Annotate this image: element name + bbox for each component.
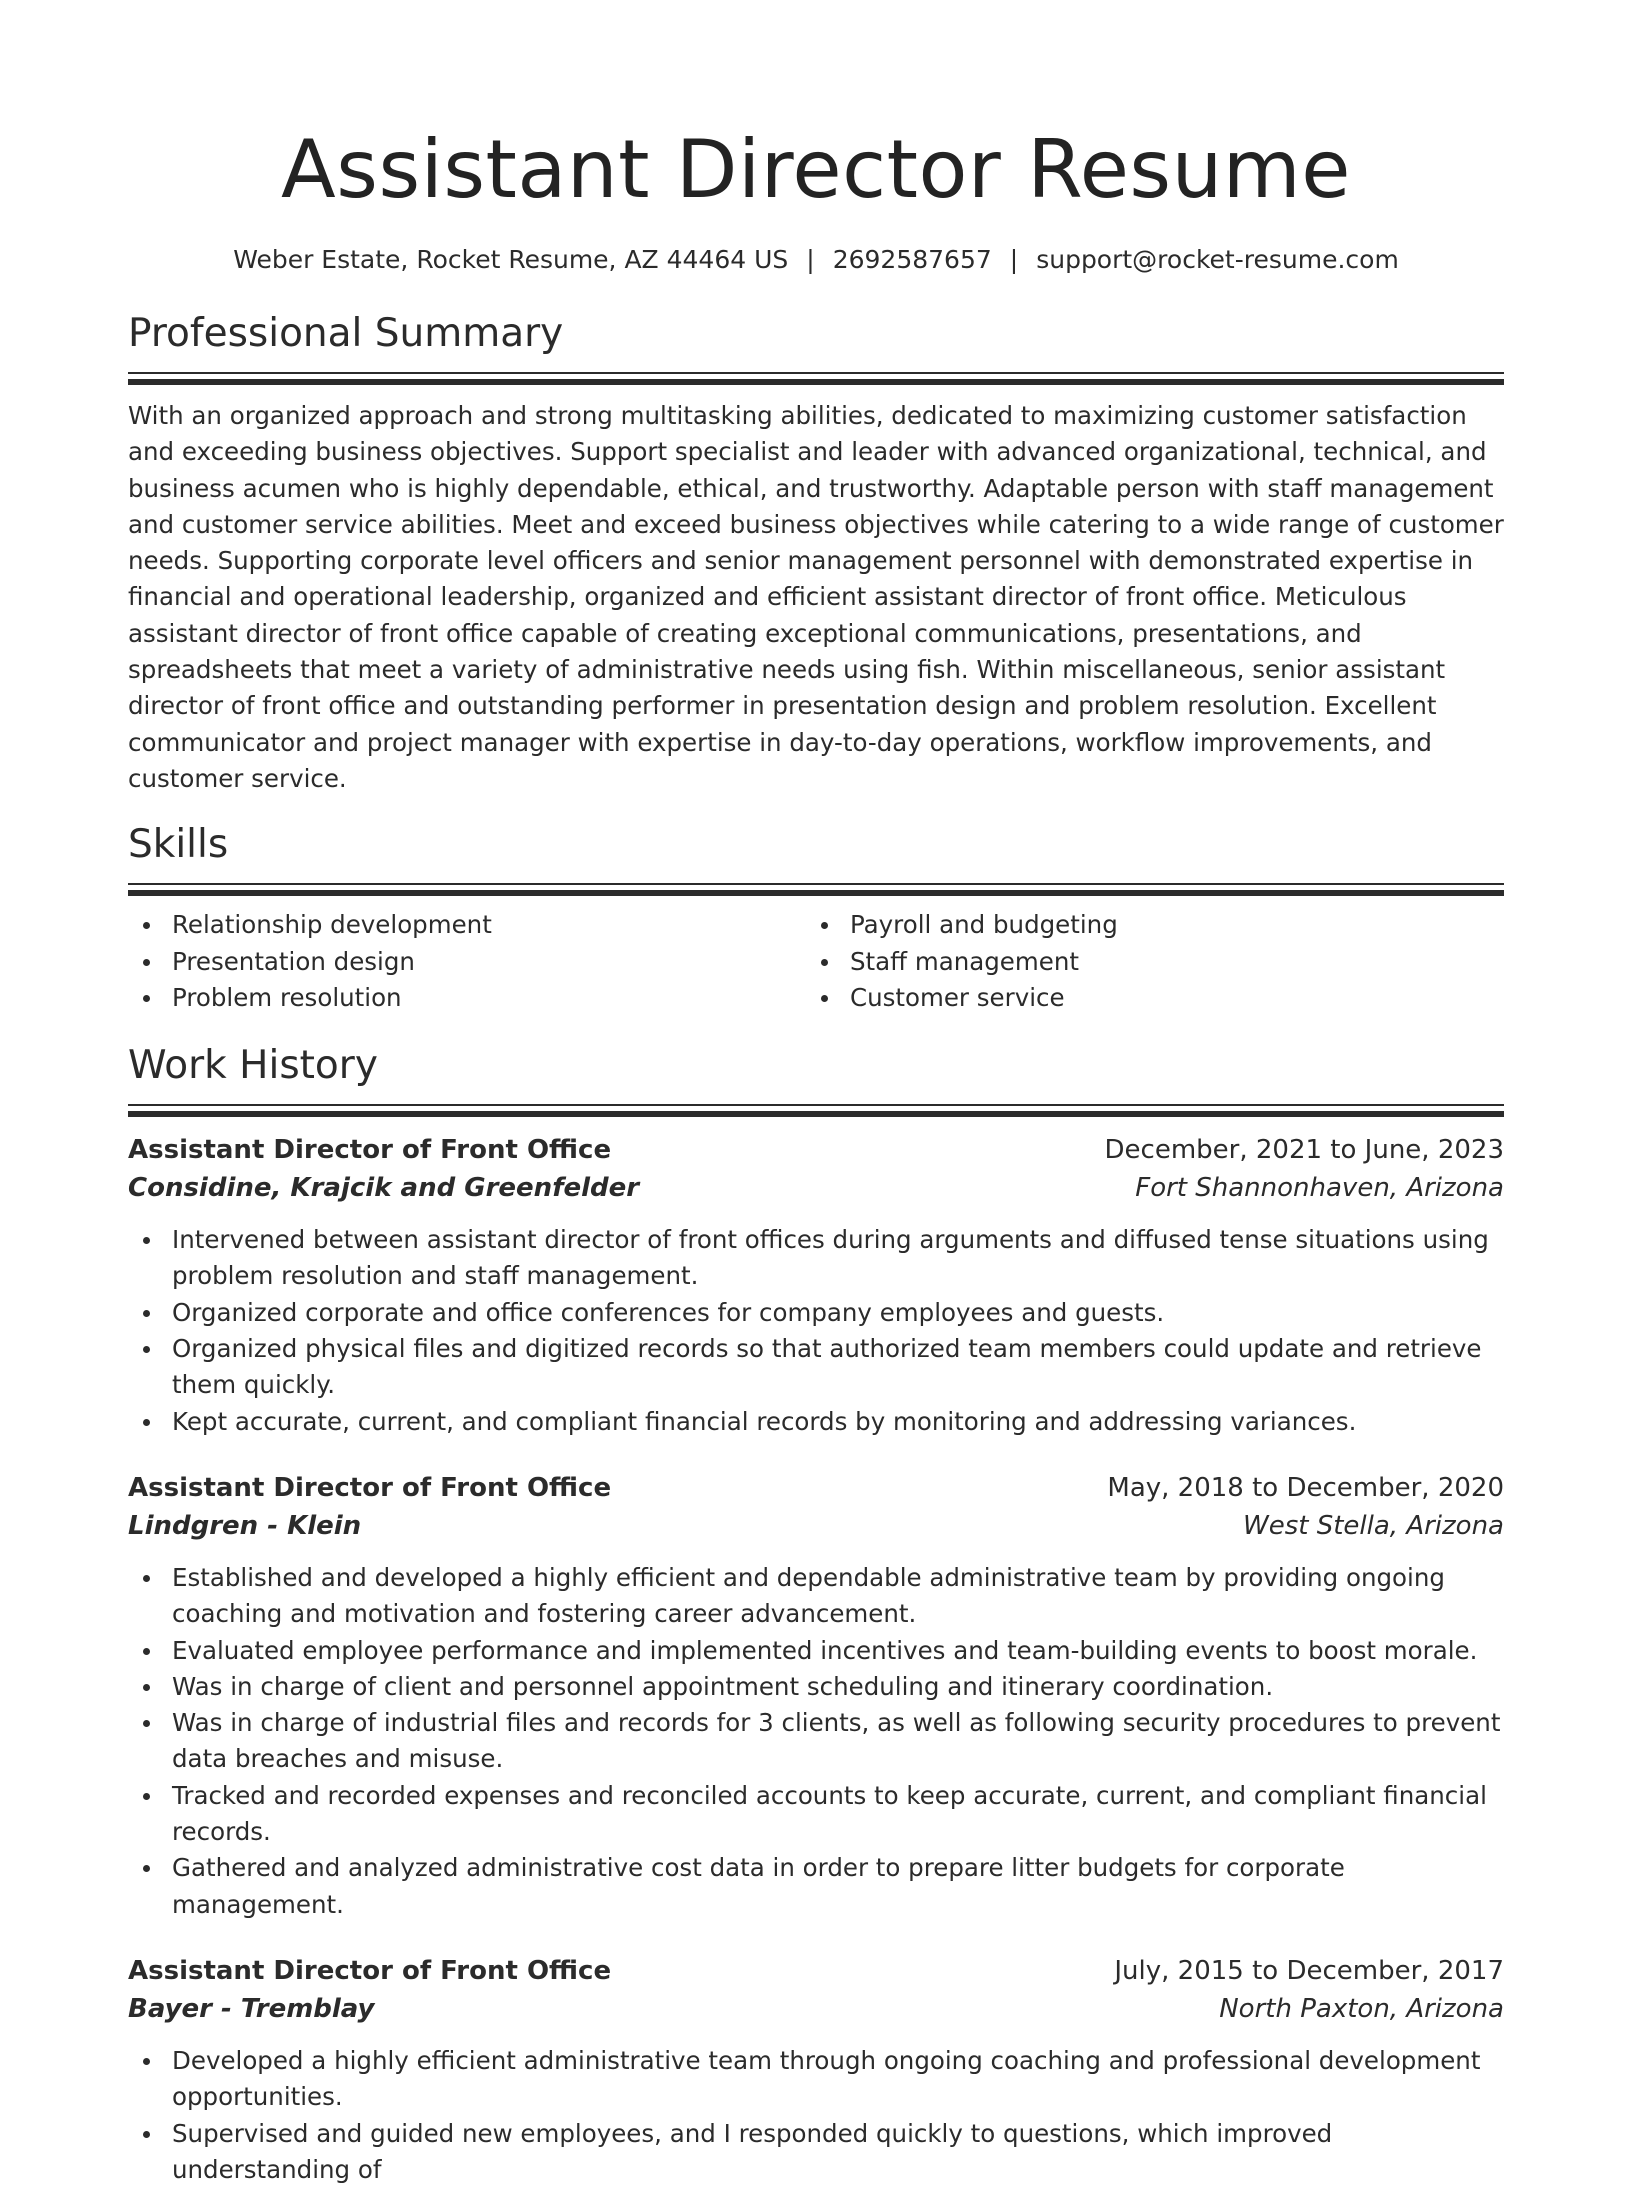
skill-item: Presentation design — [128, 944, 806, 980]
contact-line — [128, 244, 1504, 276]
job-bullet: Kept accurate, current, and compliant financial records by monitoring and addressing variances. — [128, 1404, 1504, 1440]
summary-section — [128, 310, 1504, 797]
job-entry — [128, 1132, 1504, 1440]
job-company: Bayer - Tremblay — [128, 1991, 375, 2027]
job-dates: December, 2021 to June, 2023 — [1105, 1132, 1504, 1168]
job-dates: July, 2015 to December, 2017 — [1114, 1953, 1504, 1989]
job-bullets — [128, 1222, 1504, 1440]
job-bullet: Supervised and guided new employees, and I responded quickly to questions, which improved understanding of — [128, 2116, 1504, 2188]
contact-separator: | — [1010, 244, 1018, 276]
job-bullet: Was in charge of industrial files and records for 3 clients, as well as following security procedures to prevent data breaches and misuse. — [128, 1705, 1504, 1778]
skills-left-column — [128, 907, 806, 1016]
contact-separator: | — [806, 244, 814, 276]
skills-right-column — [806, 907, 1484, 1016]
job-title: Assistant Director of Front Office — [128, 1132, 611, 1168]
contact-phone: 2692587657 — [833, 245, 992, 274]
page-title: Assistant Director Resume — [128, 122, 1504, 218]
job-bullet: Gathered and analyzed administrative cost data in order to prepare litter budgets for corporate management. — [128, 1850, 1504, 1923]
section-divider — [128, 1104, 1504, 1116]
job-location: West Stella, Arizona — [1243, 1508, 1504, 1544]
divider-thick-line — [128, 1111, 1504, 1117]
job-title: Assistant Director of Front Office — [128, 1953, 611, 1989]
skill-item: Payroll and budgeting — [806, 907, 1484, 943]
work-history-section — [128, 1042, 1504, 2188]
skills-columns — [128, 907, 1504, 1016]
resume-page — [128, 0, 1504, 2188]
job-entry — [128, 1953, 1504, 2188]
job-bullet: Organized corporate and office conferences for company employees and guests. — [128, 1295, 1504, 1331]
section-divider — [128, 372, 1504, 384]
contact-address: Weber Estate, Rocket Resume, AZ 44464 US — [233, 245, 788, 274]
skill-item: Customer service — [806, 980, 1484, 1016]
job-title: Assistant Director of Front Office — [128, 1470, 611, 1506]
skill-item: Staff management — [806, 944, 1484, 980]
skills-heading: Skills — [128, 821, 1504, 869]
summary-paragraph: With an organized approach and strong multitasking abilities, dedicated to maximizing customer satisfaction and exceeding business objectives. Support specialist and leader with advanced organizational, technical, and business acumen who is highly dependable, ethical, and trustworthy. Adaptable person with staff management and customer service abilities. Meet and exceed business objectives while catering to a wide range of customer needs. Supporting corporate level officers and senior management personnel with demonstrated expertise in financial and operational leadership, organized and efficient assistant director of front office. Meticulous assistant director of front office capable of creating exceptional communications, presentations, and spreadsheets that meet a variety of administrative needs using fish. Within miscellaneous, senior assistant director of front office and outstanding performer in presentation design and problem resolution. Excellent communicator and project manager with expertise in day-to-day operations, workflow improvements, and customer service. — [128, 398, 1504, 797]
job-entry — [128, 1470, 1504, 1923]
job-bullet: Organized physical files and digitized records so that authorized team members could update and retrieve them quickly. — [128, 1331, 1504, 1404]
skill-item: Relationship development — [128, 907, 806, 943]
job-bullet: Was in charge of client and personnel appointment scheduling and itinerary coordination. — [128, 1669, 1504, 1705]
divider-thin-line — [128, 883, 1504, 885]
job-bullet: Tracked and recorded expenses and reconciled accounts to keep accurate, current, and compliant financial records. — [128, 1778, 1504, 1851]
job-bullet: Developed a highly efficient administrative team through ongoing coaching and professional development opportunities. — [128, 2043, 1504, 2116]
divider-thin-line — [128, 1104, 1504, 1106]
job-company: Considine, Krajcik and Greenfelder — [128, 1170, 639, 1206]
job-bullets — [128, 2043, 1504, 2188]
skills-section — [128, 821, 1504, 1016]
divider-thin-line — [128, 372, 1504, 374]
divider-thick-line — [128, 890, 1504, 896]
job-location: Fort Shannonhaven, Arizona — [1135, 1170, 1504, 1206]
job-bullet: Intervened between assistant director of front offices during arguments and diffused tense situations using problem resolution and staff management. — [128, 1222, 1504, 1295]
work-history-heading: Work History — [128, 1042, 1504, 1090]
summary-heading: Professional Summary — [128, 310, 1504, 358]
job-bullet: Established and developed a highly efficient and dependable administrative team by providing ongoing coaching and motivation and fostering career advancement. — [128, 1560, 1504, 1633]
section-divider — [128, 883, 1504, 895]
contact-email[interactable]: support@rocket-resume.com — [1036, 245, 1399, 274]
skill-item: Problem resolution — [128, 980, 806, 1016]
job-bullet: Evaluated employee performance and implemented incentives and team-building events to boost morale. — [128, 1633, 1504, 1669]
job-bullets — [128, 1560, 1504, 1923]
job-company: Lindgren - Klein — [128, 1508, 361, 1544]
job-dates: May, 2018 to December, 2020 — [1107, 1470, 1504, 1506]
divider-thick-line — [128, 379, 1504, 385]
job-location: North Paxton, Arizona — [1219, 1991, 1504, 2027]
